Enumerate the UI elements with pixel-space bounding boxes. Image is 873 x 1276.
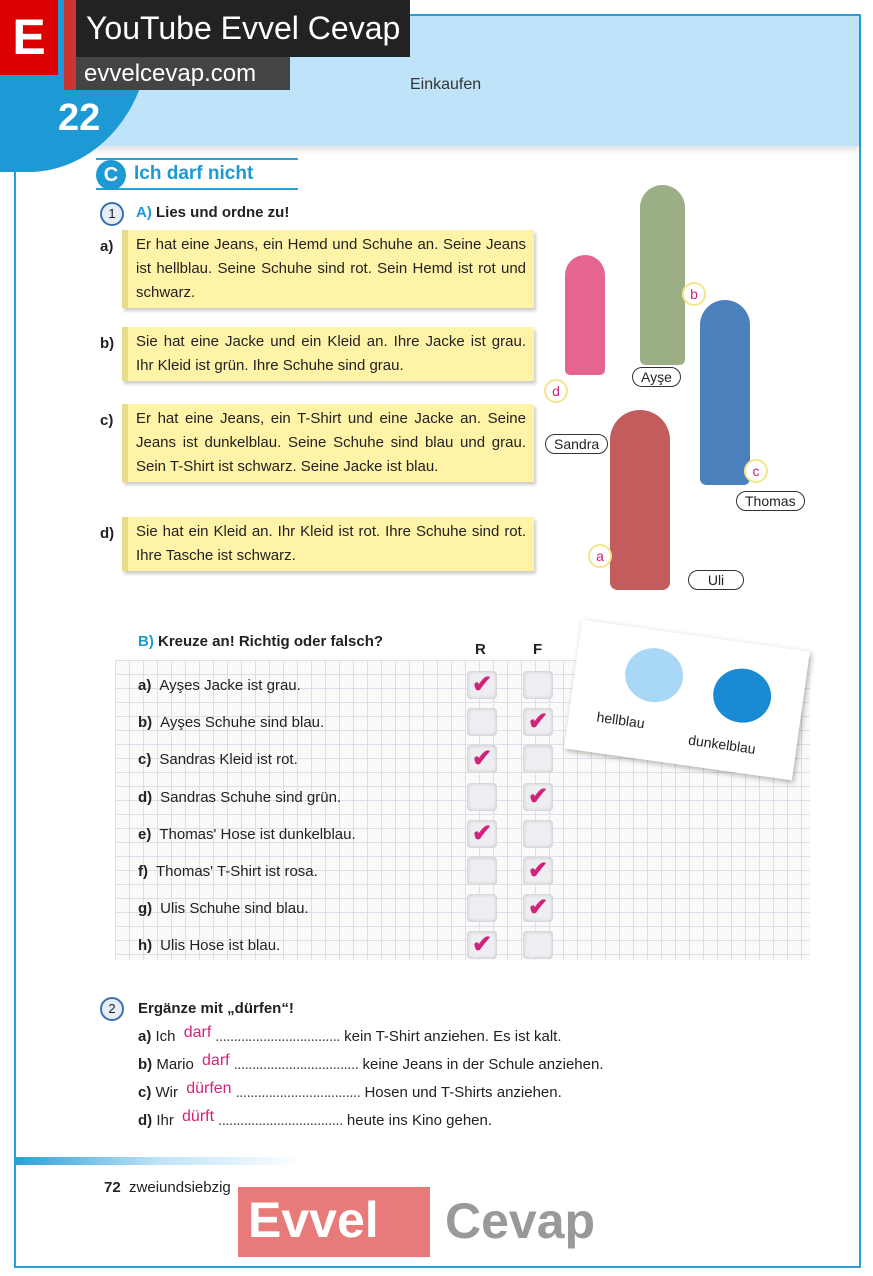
checkbox-falsch[interactable] xyxy=(523,708,553,736)
light-blue-splash xyxy=(622,644,687,706)
logo-cevap: Cevap xyxy=(445,1193,596,1249)
letter-sandra: d xyxy=(544,379,568,403)
part-label: A) xyxy=(136,204,152,221)
name-tag-sandra: Sandra xyxy=(545,434,608,454)
exercise-title: Kreuze an! Richtig oder falsch? xyxy=(158,633,384,650)
exercise-title: Lies und ordne zu! xyxy=(156,204,290,221)
exercise-heading xyxy=(136,204,289,221)
handwritten-answer: dürft xyxy=(182,1108,215,1125)
name-tag-thomas: Thomas xyxy=(736,491,805,511)
section-title: Ich darf nicht xyxy=(134,163,254,184)
logo-evvel: Evvel xyxy=(238,1187,430,1257)
row-label: f) xyxy=(138,863,148,880)
exercise-number: 2 xyxy=(100,997,124,1021)
item-label: c) xyxy=(100,412,114,429)
uli-illustration xyxy=(610,410,670,590)
unit-number: 22 xyxy=(58,97,101,139)
check-icon: ✔ xyxy=(471,931,493,959)
row-text: Ayşes Jacke ist grau. xyxy=(159,677,301,694)
overlay-bar xyxy=(64,0,76,90)
check-icon: ✔ xyxy=(527,782,549,810)
answer-blank[interactable]: .................................. xyxy=(233,1056,359,1073)
text-box: Er hat eine Jeans, ein Hemd und Schuhe an. Seine Jeans ist hellblau. Seine Schuhe sind rot. Sein Hemd ist rot und schwarz. xyxy=(122,230,534,308)
column-f: F xyxy=(533,641,543,658)
answer-blank[interactable]: .................................. xyxy=(215,1028,340,1045)
site-banner: evvelcevap.com xyxy=(76,57,290,90)
checkbox-richtig[interactable] xyxy=(467,931,497,959)
checkbox-richtig[interactable] xyxy=(467,745,497,773)
row-text: Ulis Schuhe sind blau. xyxy=(160,900,309,918)
row-text: Sandras Schuhe sind grün. xyxy=(160,788,342,806)
exercise-title: Ergänze mit „dürfen“! xyxy=(138,1000,294,1017)
fill-in-row xyxy=(138,1052,604,1075)
exercise-number: 1 xyxy=(100,202,124,226)
thomas-illustration xyxy=(700,300,750,485)
row-label: c) xyxy=(138,751,152,769)
column-r: R xyxy=(475,641,486,658)
name-tag-ayse: Ayşe xyxy=(632,367,681,387)
row-text: Ulis Hose ist blau. xyxy=(160,937,281,955)
row-label: e) xyxy=(138,825,152,843)
checkbox-richtig[interactable] xyxy=(467,671,497,699)
sentence-end: heute ins Kino gehen. xyxy=(346,1112,493,1129)
handwritten-answer: darf xyxy=(183,1024,212,1041)
text-box: Sie hat eine Jacke und ein Kleid an. Ihre Jacke ist grau. Ihr Kleid ist grün. Ihre Schuhe sind grau. xyxy=(122,327,534,381)
handwritten-answer: darf xyxy=(202,1052,230,1069)
sentence-start: Ihr xyxy=(156,1112,174,1129)
row-label: b) xyxy=(138,1056,153,1073)
checkbox-richtig[interactable] xyxy=(467,820,497,848)
checkbox-falsch[interactable] xyxy=(523,783,553,811)
handwritten-answer: dürfen xyxy=(186,1080,232,1097)
checkbox-falsch[interactable] xyxy=(523,745,553,773)
letter-uli: a xyxy=(588,544,612,568)
sandra-illustration xyxy=(565,255,605,375)
hellblau-label: hellblau xyxy=(595,708,646,732)
answer-blank[interactable]: .................................. xyxy=(235,1084,361,1101)
sentence-end: Hosen und T-Shirts anziehen. xyxy=(364,1084,562,1101)
section-letter: C xyxy=(96,160,126,190)
fill-in-row xyxy=(138,1108,493,1131)
dark-blue-splash xyxy=(710,665,775,727)
text-box: Sie hat ein Kleid an. Ihr Kleid ist rot. Ihre Schuhe sind rot. Ihre Tasche ist schwarz. xyxy=(122,517,534,571)
row-label: g) xyxy=(138,900,153,918)
dunkelblau-label: dunkelblau xyxy=(687,731,757,757)
sentence-start: Ich xyxy=(155,1028,176,1045)
row-label: b) xyxy=(138,714,153,732)
statement-row xyxy=(138,863,318,880)
brand-logo: E xyxy=(0,0,58,75)
item-label: d) xyxy=(100,525,115,542)
row-label: c) xyxy=(138,1084,152,1101)
item-label: b) xyxy=(100,335,115,352)
page-number: 72 xyxy=(104,1179,121,1196)
checkbox-richtig[interactable] xyxy=(467,857,497,885)
check-icon: ✔ xyxy=(527,857,549,884)
checkbox-falsch[interactable] xyxy=(523,671,553,699)
youtube-banner: YouTube Evvel Cevap xyxy=(76,0,410,57)
row-label: a) xyxy=(138,677,152,694)
letter-ayse: b xyxy=(682,282,706,306)
page-footer xyxy=(104,1179,231,1196)
ayse-illustration xyxy=(640,185,685,365)
letter-thomas: c xyxy=(744,459,768,483)
check-icon: ✔ xyxy=(471,819,493,847)
row-text: Thomas' Hose ist dunkelblau. xyxy=(159,825,356,843)
checkbox-falsch[interactable] xyxy=(523,857,553,885)
checkbox-richtig[interactable] xyxy=(467,894,497,922)
statement-row xyxy=(138,677,301,694)
statement-row xyxy=(138,937,280,954)
check-icon: ✔ xyxy=(471,671,493,698)
header-title: Einkaufen xyxy=(410,76,482,93)
checkbox-falsch[interactable] xyxy=(523,820,553,848)
statement-row xyxy=(138,789,341,806)
sentence-start: Mario xyxy=(156,1056,194,1073)
row-text: Sandras Kleid ist rot. xyxy=(159,751,298,769)
check-icon: ✔ xyxy=(527,708,549,736)
fill-in-row xyxy=(138,1080,562,1103)
checkbox-richtig[interactable] xyxy=(467,708,497,736)
row-label: h) xyxy=(138,937,153,955)
checkbox-richtig[interactable] xyxy=(467,783,497,811)
sentence-end: kein T-Shirt anziehen. Es ist kalt. xyxy=(344,1028,562,1045)
part-label: B) xyxy=(138,633,154,650)
answer-blank[interactable]: .................................. xyxy=(218,1112,343,1129)
exercise-b-heading xyxy=(138,633,383,650)
statement-row xyxy=(138,714,324,731)
footer-bar xyxy=(14,1157,304,1165)
checkbox-falsch[interactable] xyxy=(523,931,553,959)
row-label: a) xyxy=(138,1028,152,1045)
check-icon: ✔ xyxy=(471,745,493,773)
check-icon: ✔ xyxy=(527,894,549,922)
text-box: Er hat eine Jeans, ein T-Shirt und eine Jacke an. Seine Jeans ist dunkelblau. Seine Schuhe sind blau und grau. Sein T-Shirt ist schwarz. Seine Jacke ist blau. xyxy=(122,404,534,482)
row-label: d) xyxy=(138,788,153,806)
statement-row xyxy=(138,826,356,843)
row-text: Thomas' T-Shirt ist rosa. xyxy=(156,863,318,880)
row-label: d) xyxy=(138,1112,153,1129)
name-tag-uli: Uli xyxy=(688,570,744,590)
statement-row xyxy=(138,751,298,768)
page-word: zweiundsiebzig xyxy=(129,1179,231,1196)
sentence-end: keine Jeans in der Schule anziehen. xyxy=(362,1056,604,1073)
statement-row xyxy=(138,900,309,917)
item-label: a) xyxy=(100,238,114,255)
fill-in-row xyxy=(138,1024,562,1047)
checkbox-falsch[interactable] xyxy=(523,894,553,922)
row-text: Ayşes Schuhe sind blau. xyxy=(160,714,325,732)
sentence-start: Wir xyxy=(155,1084,179,1101)
